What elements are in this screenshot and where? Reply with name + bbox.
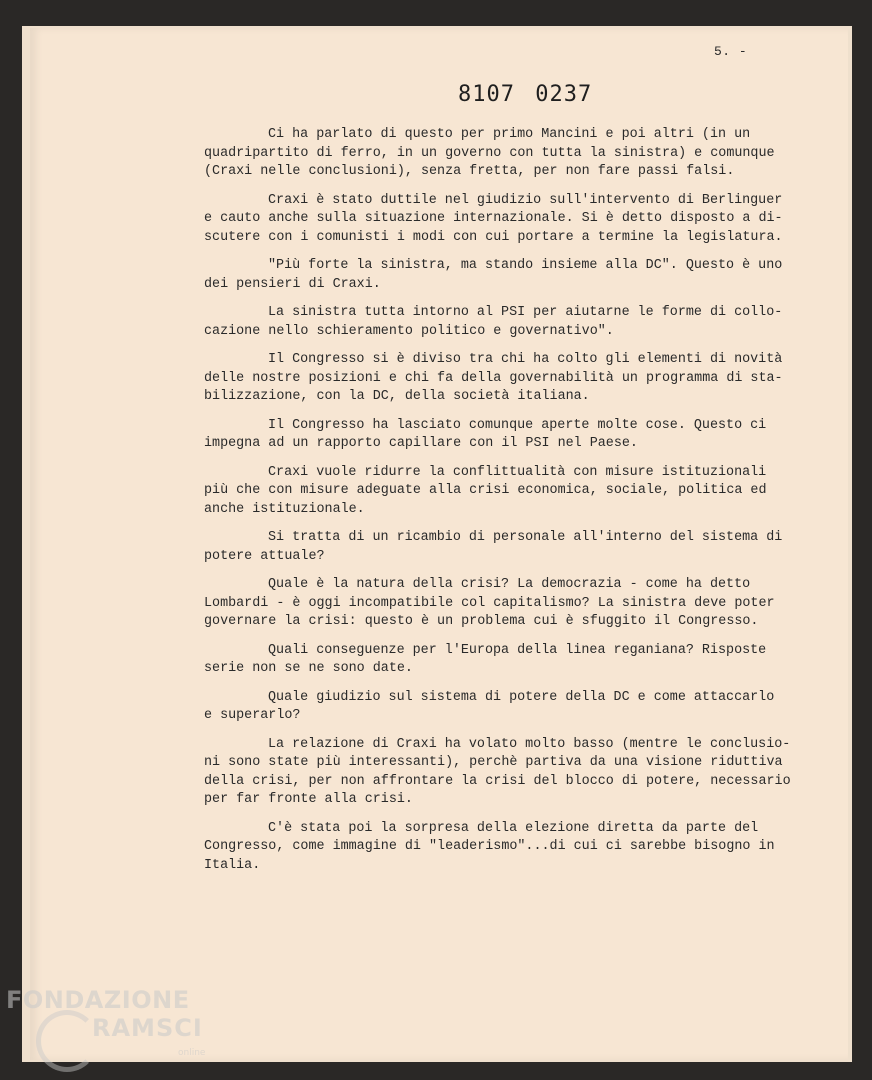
- paragraph: Si tratta di un ricambio di personale all'interno del sistema di potere attuale?: [204, 530, 783, 564]
- paragraph: "Più forte la sinistra, ma stando insieme alla DC". Questo è uno dei pensieri di Craxi.: [204, 258, 783, 292]
- paragraph: Quali conseguenze per l'Europa della linea reganiana? Risposte serie non se ne sono date.: [204, 642, 767, 676]
- gramsci-g-logo-icon: [36, 1010, 98, 1072]
- paragraph: Quale è la natura della crisi? La democrazia - come ha detto Lombardi - è oggi incompatibile col capitalismo? La sinistra deve poter governare la crisi: questo è un problema cui è sfuggito il Congresso.: [204, 577, 775, 629]
- paragraph: Il Congresso si è diviso tra chi ha colto gli elementi di novità delle nostre posizioni e chi fa della governabilità un programma di sta- bilizzazione, con la DC, della società italiana.: [204, 352, 783, 404]
- watermark-online: online: [178, 1048, 206, 1058]
- paragraph: La sinistra tutta intorno al PSI per aiutarne le forme di collo- cazione nello schieramento politico e governativo".: [204, 305, 783, 339]
- archive-code: 8107 0237: [458, 82, 593, 107]
- watermark-line2-text: RAMSCI: [92, 1014, 203, 1042]
- fondazione-gramsci-watermark: [6, 986, 206, 1058]
- paragraph: Quale giudizio sul sistema di potere della DC e come attaccarlo e superarlo?: [204, 689, 775, 723]
- document-body: [204, 126, 794, 885]
- watermark-line2: [6, 1014, 203, 1042]
- paragraph: C'è stata poi la sorpresa della elezione diretta da parte del Congresso, come immagine di "leaderismo"...di cui ci sarebbe bisogno in Italia.: [204, 820, 775, 873]
- page-number: 5. -: [714, 44, 748, 59]
- paragraph: Craxi vuole ridurre la conflittualità con misure istituzionali più che con misure adeguate alla crisi economica, sociale, politica ed anche istituzionale.: [204, 464, 767, 517]
- paragraph: Craxi è stato duttile nel giudizio sull'intervento di Berlinguer e cauto anche sulla situazione internazionale. Si è detto disposto a di- scutere con i comunisti i modi con cui portare a termine la legislatura.: [204, 192, 783, 245]
- watermark-line1: FONDAZIONE: [6, 986, 190, 1014]
- paragraph: Il Congresso ha lasciato comunque aperte molte cose. Questo ci impegna ad un rapporto capillare con il PSI nel Paese.: [204, 417, 767, 451]
- paragraph: Ci ha parlato di questo per primo Mancini e poi altri (in un quadripartito di ferro, in un governo con tutta la sinistra) e comunque (Craxi nelle conclusioni), senza fretta, per non fare passi falsi.: [204, 127, 775, 179]
- paragraph: La relazione di Craxi ha volato molto basso (mentre le conclusio- ni sono state più interessanti), perchè partiva da una visione riduttiva della crisi, per non affrontare la crisi del blocco di potere, necessario per far fronte alla crisi.: [204, 736, 791, 807]
